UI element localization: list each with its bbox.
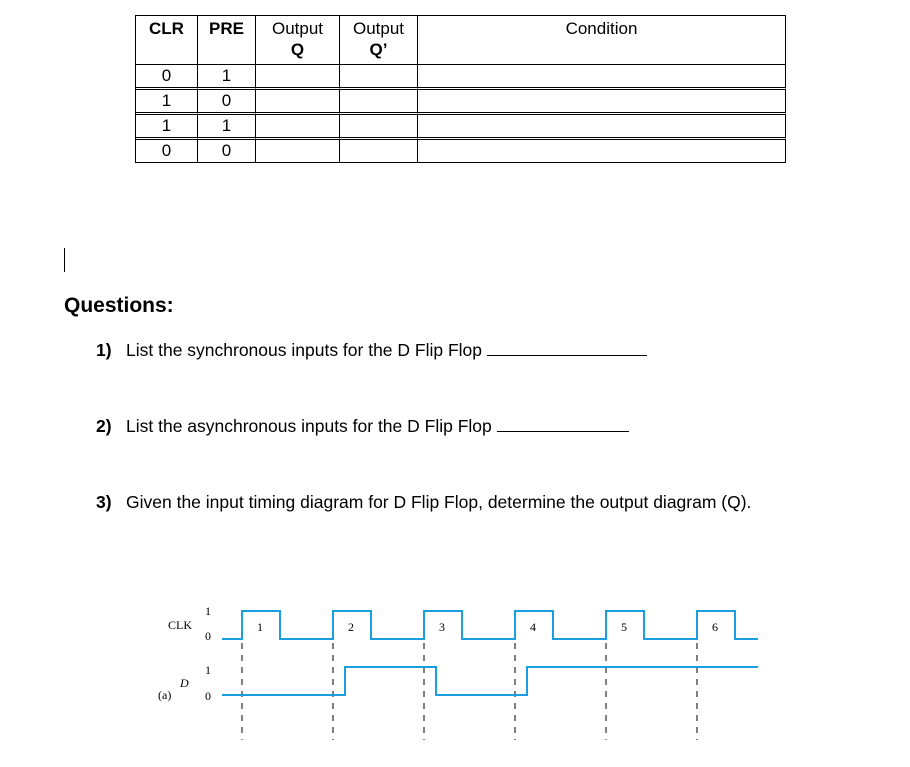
question-text: List the synchronous inputs for the D Flip Flop (126, 340, 483, 360)
d-high-label: 1 (205, 663, 211, 677)
clk-waveform (222, 611, 758, 639)
pulse-number-6: 6 (712, 620, 718, 634)
header-output-q: Output Q (256, 16, 340, 65)
header-clr: CLR (136, 16, 198, 65)
pulse-number-3: 3 (439, 620, 445, 634)
figure-label: (a) (158, 688, 172, 702)
clk-low-label: 0 (205, 629, 211, 643)
d-low-label: 0 (205, 689, 211, 703)
cell-clr: 0 (136, 65, 198, 90)
cell-pre: 0 (198, 140, 256, 163)
d-waveform (222, 667, 758, 695)
header-pre: PRE (198, 16, 256, 65)
clk-high-label: 1 (205, 604, 211, 618)
clock-edge-guides (242, 643, 697, 740)
question-text: List the asynchronous inputs for the D Flip Flop (126, 416, 492, 436)
header-output-q-bar: Output Q’ (340, 16, 418, 65)
question-text: Given the input timing diagram for D Flip Flop, determine the output diagram (Q). (126, 492, 752, 512)
cell-pre: 0 (198, 90, 256, 115)
pulse-number-2: 2 (348, 620, 354, 634)
cell-pre: 1 (198, 115, 256, 140)
cell-clr: 1 (136, 115, 198, 140)
question-number: 1) (96, 340, 112, 360)
pulse-number-labels (257, 620, 718, 634)
cell-clr: 0 (136, 140, 198, 163)
question-number: 3) (96, 492, 112, 512)
cell-pre: 1 (198, 65, 256, 90)
pulse-number-4: 4 (530, 620, 536, 634)
question-number: 2) (96, 416, 112, 436)
cell-clr: 1 (136, 90, 198, 115)
header-condition: Condition (418, 16, 786, 65)
d-label: D (180, 676, 189, 690)
clk-label: CLK (168, 618, 192, 632)
pulse-number-5: 5 (621, 620, 627, 634)
pulse-number-1: 1 (257, 620, 263, 634)
questions-heading: Questions: (64, 294, 174, 317)
